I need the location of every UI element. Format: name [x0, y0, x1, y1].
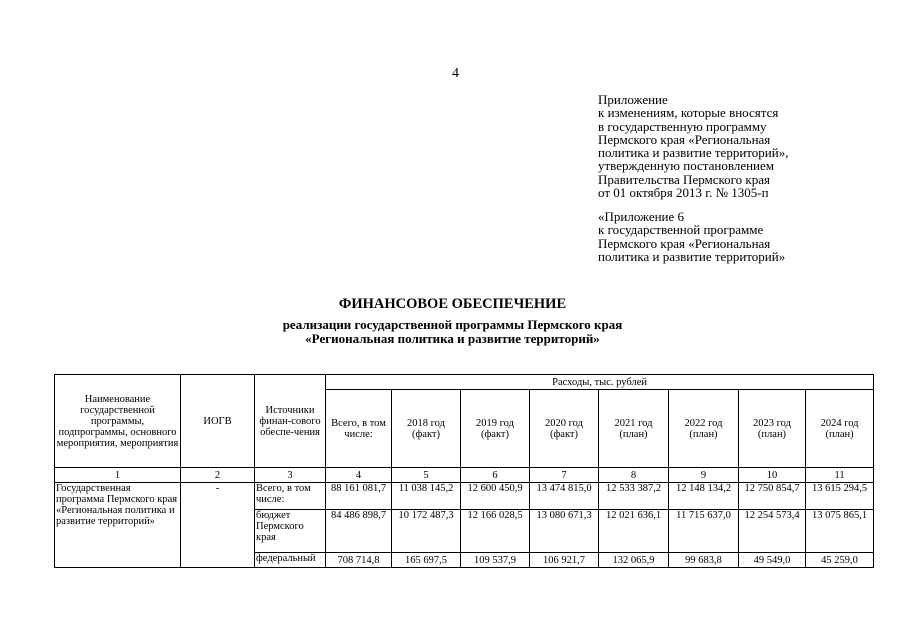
value-cell: 12 750 854,7 [739, 483, 806, 510]
header-iogv: ИОГВ [181, 375, 255, 468]
appendix-line: к государственной программе [598, 222, 764, 238]
value-cell: 88 161 081,7 [326, 483, 392, 510]
header-total: Всего, в том числе: [326, 390, 392, 468]
value-cell: 84 486 898,7 [326, 510, 392, 553]
appendix-line: Пермского края «Региональная [598, 131, 771, 147]
index-cell: 4 [326, 468, 392, 483]
appendix-line: Приложение [598, 92, 668, 107]
value-cell: 10 172 487,3 [392, 510, 461, 553]
value-cell: 165 697,5 [392, 553, 461, 568]
value-cell: 708 714,8 [326, 553, 392, 568]
appendix-line: Правительства Пермского края [598, 171, 770, 187]
header-year: 2024 год (план) [806, 390, 874, 468]
value-cell: 49 549,0 [739, 553, 806, 568]
value-cell: 12 254 573,4 [739, 510, 806, 553]
index-cell: 7 [530, 468, 599, 483]
value-cell: 106 921,7 [530, 553, 599, 568]
header-year: 2023 год (план) [739, 390, 806, 468]
value-cell: 109 537,9 [461, 553, 530, 568]
index-cell: 10 [739, 468, 806, 483]
appendix-block [598, 93, 898, 199]
index-cell: 11 [806, 468, 874, 483]
index-cell: 5 [392, 468, 461, 483]
header-expenses: Расходы, тыс. рублей [326, 375, 874, 390]
document-title: ФИНАНСОВОЕ ОБЕСПЕЧЕНИЕ [338, 296, 567, 312]
source-cell: Всего, в том числе: [255, 483, 326, 510]
subtitle-line: «Региональная политика и развитие территорий» [305, 331, 600, 346]
header-year: 2019 год (факт) [461, 390, 530, 468]
appendix-line: от 01 октября 2013 г. № 1305-п [598, 185, 769, 201]
program-iogv-cell: - [181, 483, 255, 568]
header-year: 2021 год (план) [599, 390, 669, 468]
index-cell: 8 [599, 468, 669, 483]
index-cell: 3 [255, 468, 326, 483]
header-year: 2020 год (факт) [530, 390, 599, 468]
value-cell: 13 075 865,1 [806, 510, 874, 553]
value-cell: 13 474 815,0 [530, 483, 599, 510]
value-cell: 12 533 387,2 [599, 483, 669, 510]
value-cell: 13 080 671,3 [530, 510, 599, 553]
appendix-line: в государственную программу [598, 118, 767, 134]
financing-table [54, 374, 874, 568]
value-cell: 12 021 636,1 [599, 510, 669, 553]
header-name: Наименование государственной программы, подпрограммы, основного мероприятия, мероприятия [55, 375, 181, 468]
appendix-line: Пермского края «Региональная [598, 235, 771, 251]
value-cell: 132 065,9 [599, 553, 669, 568]
value-cell: 99 683,8 [669, 553, 739, 568]
appendix-line: «Приложение 6 [598, 209, 685, 224]
table-row [55, 483, 874, 510]
value-cell: 12 600 450,9 [461, 483, 530, 510]
source-cell: бюджет Пермского края [255, 510, 326, 553]
index-cell: 2 [181, 468, 255, 483]
appendix-line: к изменениям, которые вносятся [598, 105, 779, 121]
value-cell: 45 259,0 [806, 553, 874, 568]
header-source: Источники финан-сового обеспе-чения [255, 375, 326, 468]
value-cell: 11 715 637,0 [669, 510, 739, 553]
page-number: 4 [452, 66, 459, 81]
source-cell: федеральный [255, 553, 326, 568]
program-name-cell: Государственная программа Пермского края «Региональная политика и развитие территорий» [55, 483, 181, 568]
appendix-line: политика и развитие территорий» [598, 248, 786, 264]
index-row [55, 468, 874, 483]
value-cell: 12 166 028,5 [461, 510, 530, 553]
index-cell: 6 [461, 468, 530, 483]
header-year: 2018 год (факт) [392, 390, 461, 468]
value-cell: 11 038 145,2 [392, 483, 461, 510]
appendix-block-2 [598, 210, 898, 263]
value-cell: 12 148 134,2 [669, 483, 739, 510]
index-cell: 1 [55, 468, 181, 483]
header-year: 2022 год (план) [669, 390, 739, 468]
appendix-line: утвержденную постановлением [598, 158, 775, 174]
appendix-line: политика и развитие территорий», [598, 145, 789, 161]
subtitle-line: реализации государственной программы Пермского края [282, 317, 623, 332]
document-subtitle [0, 318, 905, 346]
value-cell: 13 615 294,5 [806, 483, 874, 510]
index-cell: 9 [669, 468, 739, 483]
